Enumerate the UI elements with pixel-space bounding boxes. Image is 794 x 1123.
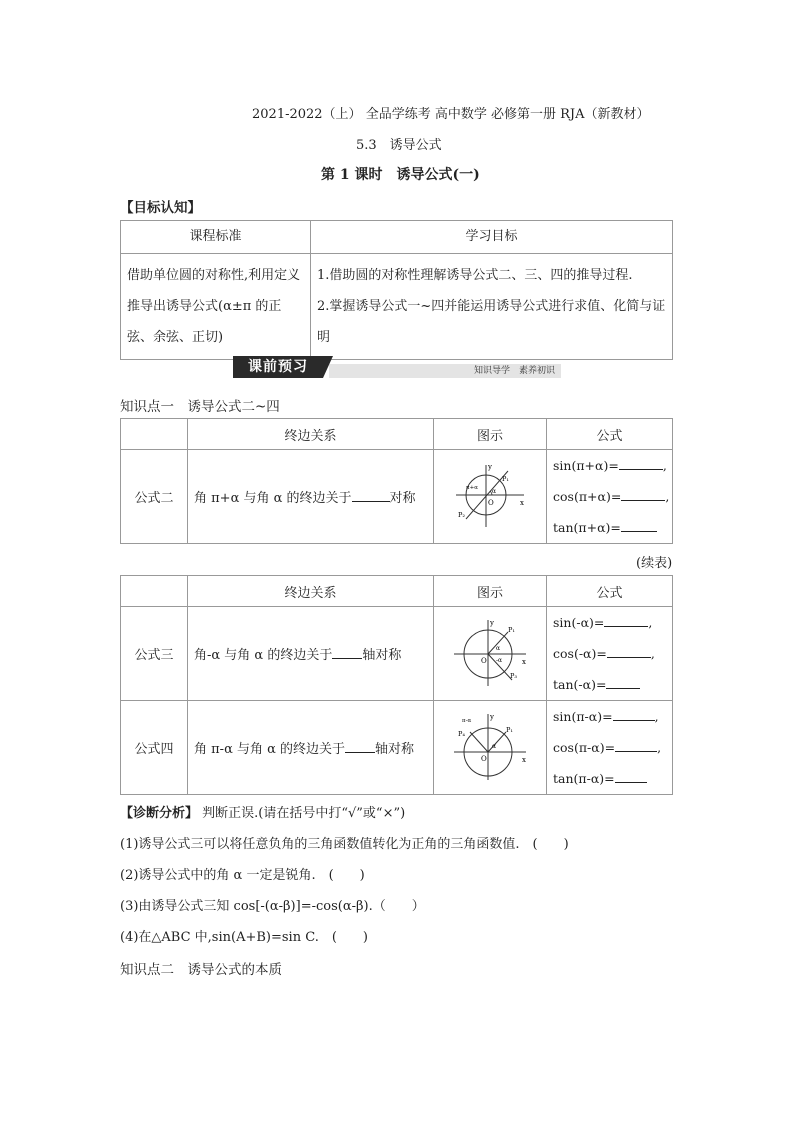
relation-text: 角-α 与角 α 的终边关于 [194, 648, 333, 663]
header-diagram: 图示 [434, 419, 547, 450]
learning-targets [311, 254, 673, 360]
x-axis-label: x [522, 657, 526, 666]
answer-blank[interactable] [613, 708, 655, 721]
learning-target-1: 1.借助圆的对称性理解诱导公式二、三、四的推导过程. [317, 268, 633, 283]
banner-label: 课前预习 [233, 356, 323, 378]
x-axis-label: x [522, 755, 526, 764]
formula-cell: sin(π-α)= , cos(π-α)= , tan(π-α)= [547, 701, 673, 795]
goals-table [120, 220, 673, 360]
formula-tan: tan(π-α)= [553, 771, 615, 786]
answer-blank[interactable] [606, 676, 640, 689]
answer-blank[interactable] [607, 645, 651, 658]
diagnosis-item-1: (1)诱导公式三可以将任意负角的三角函数值转化为正角的三角函数值. ( ) [120, 837, 569, 852]
section-title: 5.3 诱导公式 [356, 138, 442, 153]
unit-circle-icon [450, 710, 530, 782]
answer-blank[interactable] [332, 646, 362, 659]
formula-tan: tan(-α)= [553, 677, 607, 692]
origin-label: O [481, 656, 487, 665]
formula-table-2 [120, 575, 673, 795]
header-blank [121, 419, 188, 450]
y-axis-label: y [488, 462, 492, 471]
lesson-title: 第 1 课时 诱导公式(一) [321, 167, 480, 183]
row-name: 公式四 [121, 701, 188, 795]
formula-cos: cos(π+α)= [553, 489, 622, 504]
relation-text-end: 轴对称 [375, 742, 415, 757]
answer-blank[interactable] [615, 739, 657, 752]
row-relation [188, 450, 434, 544]
row-relation [188, 701, 434, 795]
y-axis-label: y [490, 712, 494, 721]
header-diagram: 图示 [434, 576, 547, 607]
p4-label: P₄ [458, 729, 465, 738]
origin-label: O [481, 754, 487, 763]
diagnosis-item-4: (4)在△ABC 中,sin(A+B)=sin C. ( ) [120, 930, 368, 945]
neg-alpha-label: -α [496, 656, 503, 664]
header-blank [121, 576, 188, 607]
diagnosis-item-3: (3)由诱导公式三知 cos[-(α-β)]=-cos(α-β).（ ） [120, 899, 425, 914]
formula-sin: sin(π+α)= [553, 458, 619, 473]
unit-circle-icon [452, 461, 528, 529]
continued-label: (续表) [636, 556, 673, 571]
p1-label: P₁ [508, 625, 515, 634]
learning-target-2: 2.掌握诱导公式一~四并能运用诱导公式进行求值、化简与证明 [317, 299, 666, 345]
p1-label: P₁ [502, 474, 509, 483]
answer-blank[interactable] [621, 488, 665, 501]
formula-sin: sin(π-α)= [553, 709, 613, 724]
x-axis-label: x [520, 498, 524, 507]
relation-text: 角 π-α 与角 α 的终边关于 [194, 742, 346, 757]
unit-circle-diagram-4 [434, 701, 547, 795]
row-name: 公式二 [121, 450, 188, 544]
formula-cell: sin(π+α)= , cos(π+α)= , tan(π+α)= [547, 450, 673, 544]
relation-text-end: 轴对称 [362, 648, 402, 663]
formula-cos: cos(π-α)= [553, 740, 616, 755]
row-relation [188, 607, 434, 701]
formula-cos: cos(-α)= [553, 646, 607, 661]
diagnosis-label: 【诊断分析】 [120, 806, 199, 821]
formula-table-1 [120, 418, 673, 544]
relation-text: 角 π+α 与角 α 的终边关于 [194, 491, 352, 506]
answer-blank[interactable] [604, 614, 648, 627]
pi-plus-alpha-label: π+α [466, 484, 478, 491]
unit-circle-diagram-3 [434, 607, 547, 701]
knowledge2-title: 知识点二 诱导公式的本质 [120, 962, 282, 978]
row-name: 公式三 [121, 607, 188, 701]
knowledge1-title: 知识点一 诱导公式二~四 [120, 399, 280, 415]
p3-label: P₃ [510, 671, 517, 680]
p1-label: P₁ [506, 725, 513, 734]
course-standard: 借助单位圆的对称性,利用定义推导出诱导公式(α±π 的正弦、余弦、正切) [121, 254, 311, 360]
banner-subtitle: 知识导学 素养初识 [473, 366, 555, 376]
diagnosis-item-2: (2)诱导公式中的角 α 一定是锐角. ( ) [120, 868, 365, 883]
pi-minus-alpha-label: π-α [462, 717, 472, 724]
formula-cell: sin(-α)= , cos(-α)= , tan(-α)= [547, 607, 673, 701]
formula-sin: sin(-α)= [553, 615, 605, 630]
answer-blank[interactable] [345, 740, 375, 753]
p2-label: P₂ [458, 510, 465, 519]
alpha-label: α [492, 487, 497, 495]
header-formula: 公式 [547, 576, 673, 607]
answer-blank[interactable] [352, 489, 390, 502]
goals-label: 【目标认知】 [120, 200, 201, 216]
goals-col2-header: 学习目标 [311, 221, 673, 254]
y-axis-label: y [490, 618, 494, 627]
origin-label: O [488, 498, 494, 507]
header-relation: 终边关系 [188, 419, 434, 450]
preview-banner [233, 356, 561, 378]
unit-circle-icon [450, 616, 530, 688]
relation-text-end: 对称 [389, 491, 416, 506]
doc-header: 2021-2022（上） 全品学练考 高中数学 必修第一册 RJA（新教材） [252, 107, 650, 122]
alpha-label: α [492, 742, 497, 750]
diagnosis-instruction: 判断正误.(请在括号中打“√”或“×”) [202, 806, 406, 821]
header-relation: 终边关系 [188, 576, 434, 607]
banner-corner [323, 356, 333, 378]
answer-blank[interactable] [621, 519, 657, 532]
goals-col1-header: 课程标准 [121, 221, 311, 254]
answer-blank[interactable] [615, 770, 647, 783]
unit-circle-diagram-2 [434, 450, 547, 544]
diagnosis-heading [120, 802, 405, 821]
alpha-label: α [496, 644, 501, 652]
answer-blank[interactable] [619, 457, 663, 470]
header-formula: 公式 [547, 419, 673, 450]
formula-tan: tan(π+α)= [553, 520, 621, 535]
